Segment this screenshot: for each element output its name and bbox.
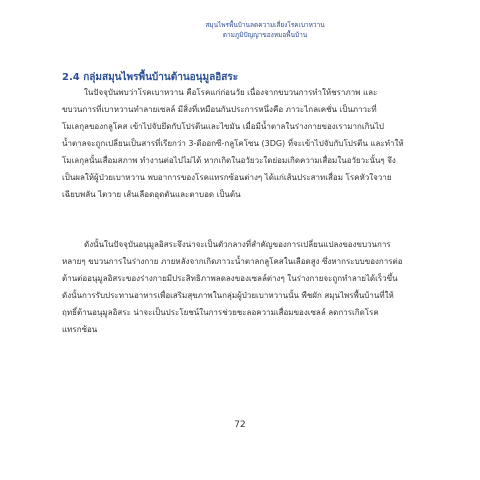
paragraph-line: โมเลกุลของกลูโคส เข้าไปจับยึดกับโปรตีนและไขมัน เมื่อมีน้ำตาลในร่างกายของเรามากเกินไป xyxy=(62,122,384,131)
running-header xyxy=(0,20,480,40)
paragraph-line: ดังนั้นการรับประทานอาหารเพื่อเสริมสุขภาพในกลุ่มผู้ป่วยเบาหวานนั้น พืชผัก สมุนไพรพื้นบ้านที่ให้ xyxy=(62,291,394,300)
paragraph-1 xyxy=(62,84,418,203)
paragraph-2 xyxy=(62,236,418,338)
paragraph-line: โมเลกุลนั้นเสื่อมสภาพ ทำงานต่อไปไม่ได้ หากเกิดในอวัยวะใดย่อมเกิดความเสื่อมในอวัยวะนั้นๆ จึง xyxy=(62,156,396,165)
paragraph-line: ดังนั้นในปัจจุบันอนุมูลอิสระจึงน่าจะเป็นตัวกลางที่สำคัญของการเปลี่ยนแปลงของขบวนการ xyxy=(84,240,391,249)
section-heading: 2.4 กลุ่มสมุนไพรพื้นบ้านต้านอนุมูลอิสระ xyxy=(62,72,239,83)
paragraph-line: น้ำตาลจะถูกเปลี่ยนเป็นสารที่เรียกว่า 3-ดีออกซี-กลูโคโซน (3DG) ที่จะเข้าไปจับกับโปรตีน และทำให้ xyxy=(62,139,404,148)
paragraph-line: เป็นผลให้ผู้ป่วยเบาหวาน พบอาการของโรคแทรกซ้อนต่างๆ ได้แก่เส้นประสาทเสื่อม โรคหัวใจวาย xyxy=(62,173,392,182)
header-title-line-1: สมุนไพรพื้นบ้านลดความเสี่ยงโรคเบาหวาน xyxy=(205,21,325,29)
paragraph-line: ต้านต่ออนุมูลอิสระของร่างกายมีประสิทธิภาพลดลงของเซลล์ต่างๆ ในร่างกายจะถูกทำลายได้เร็วขึ้น xyxy=(62,274,398,283)
paragraph-line: ในปัจจุบันพบว่าโรคเบาหวาน คือโรคแก่ก่อนวัย เนื่องจากขบวนการทำให้ชราภาพ และ xyxy=(84,88,378,97)
paragraph-line: เฉียบพลัน ไตวาย เส้นเลือดอุดตันและตาบอด เป็นต้น xyxy=(62,190,241,199)
paragraph-line: แทรกซ้อน xyxy=(62,325,98,334)
paragraph-line: หลายๆ ขบวนการในร่างกาย ภายหลังจากเกิดภาวะน้ำตาลกลูโคสในเลือดสูง ซึ่งหากระบบของการต่อ xyxy=(62,257,403,266)
paragraph-line: ฤทธิ์ต้านอนุมูลอิสระ น่าจะเป็นประโยชน์ในการช่วยชะลอความเสื่อมของเซลล์ ลดการเกิดโรค xyxy=(62,308,379,317)
header-title-line-2: ตามภูมิปัญญาของหมอพื้นบ้าน xyxy=(222,31,308,39)
page-number: 72 xyxy=(234,420,246,430)
paragraph-line: ขบวนการที่เบาหวานทำลายเซลล์ มีสิ่งที่เหมือนกันประการหนึ่งคือ ภาวะไกลเคชั่น เป็นภาวะที่ xyxy=(62,105,377,114)
